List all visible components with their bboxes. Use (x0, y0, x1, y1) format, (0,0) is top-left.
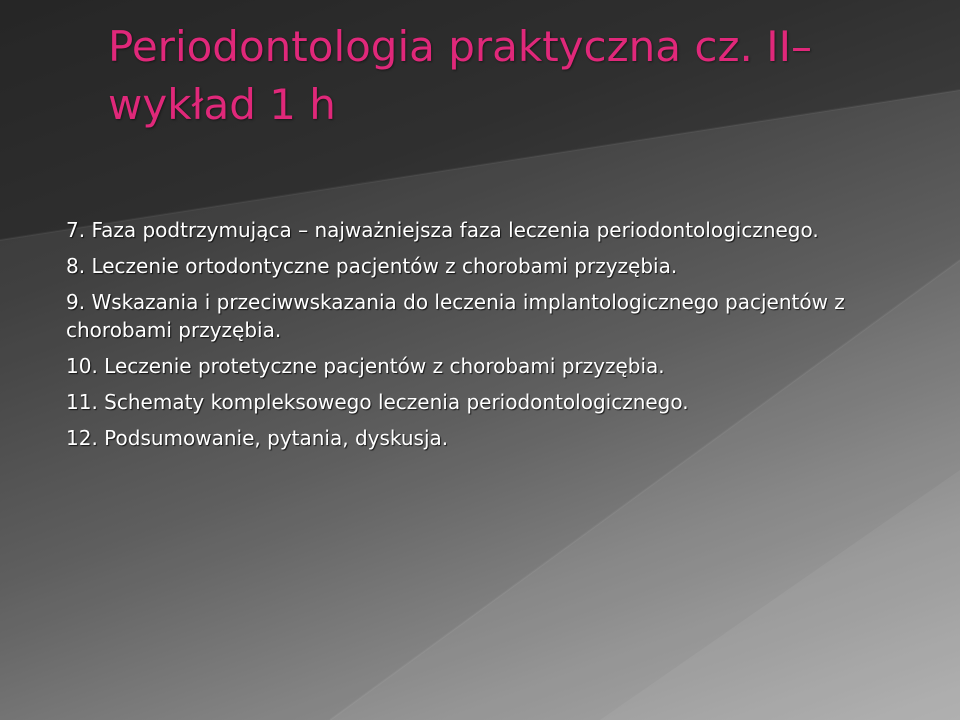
list-item: 8. Leczenie ortodontyczne pacjentów z chorobami przyzębia. (66, 254, 678, 278)
content-list (66, 216, 906, 460)
list-item: 12. Podsumowanie, pytania, dyskusja. (66, 426, 449, 450)
list-item: 9. Wskazania i przeciwwskazania do leczenia implantologicznego pacjentów z chorobami przyzębia. (66, 290, 845, 342)
slide-title: Periodontologia praktyczna cz. II– wykład 1 h (108, 22, 812, 129)
list-item: 11. Schematy kompleksowego leczenia periodontologicznego. (66, 390, 689, 414)
list-item: 7. Faza podtrzymująca – najważniejsza faza leczenia periodontologicznego. (66, 218, 819, 242)
list-item: 10. Leczenie protetyczne pacjentów z chorobami przyzębia. (66, 354, 665, 378)
